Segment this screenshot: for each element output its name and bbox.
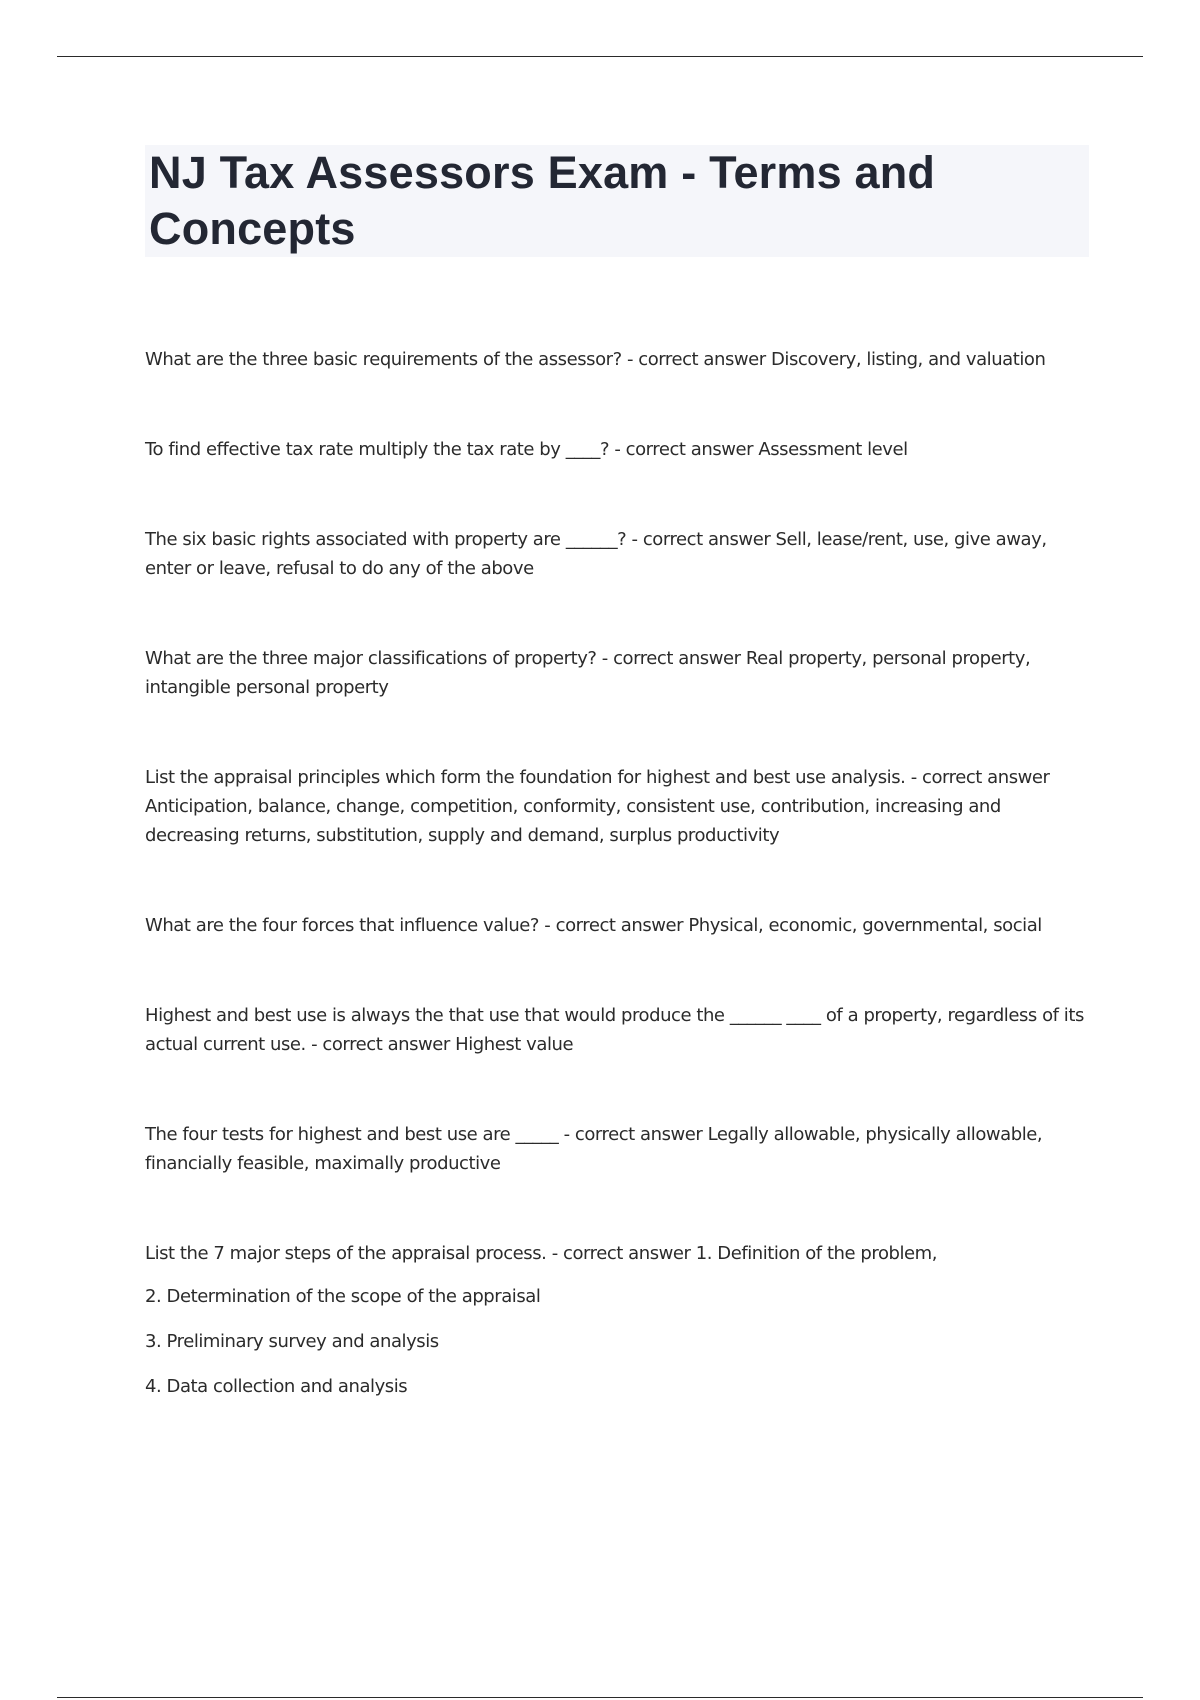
appraisal-step: 2. Determination of the scope of the appraisal: [145, 1286, 541, 1307]
page-title: NJ Tax Assessors Exam - Terms and Concepts: [149, 147, 936, 254]
qa-item: What are the three major classifications of property? - correct answer Real property, personal property, intangible personal property: [145, 648, 1031, 698]
qa-list: [145, 345, 1095, 1417]
title-banner: [145, 145, 1089, 257]
qa-item: What are the three basic requirements of the assessor? - correct answer Discovery, listing, and valuation: [145, 349, 1046, 370]
qa-item: List the appraisal principles which form the foundation for highest and best use analysis. - correct answer Anticipation, balance, change, competition, conformity, consistent use, contribution, increasing and decreasing returns, substitution, supply and demand, surplus productivity: [145, 767, 1050, 846]
qa-item: The four tests for highest and best use are _____ - correct answer Legally allowable, physically allowable, financially feasible, maximally productive: [145, 1124, 1043, 1174]
qa-item: Highest and best use is always the that use that would produce the ______ ____ of a property, regardless of its actual current use. - correct answer Highest value: [145, 1005, 1084, 1055]
qa-item: List the 7 major steps of the appraisal process. - correct answer 1. Definition of the problem,: [145, 1243, 938, 1264]
bottom-rule: [57, 1697, 1143, 1698]
top-rule: [57, 56, 1143, 57]
qa-item: To find effective tax rate multiply the tax rate by ____? - correct answer Assessment level: [145, 439, 908, 460]
qa-item: What are the four forces that influence value? - correct answer Physical, economic, governmental, social: [145, 915, 1042, 936]
appraisal-step: 4. Data collection and analysis: [145, 1376, 408, 1397]
qa-item: The six basic rights associated with property are ______? - correct answer Sell, lease/rent, use, give away, enter or leave, refusal to do any of the above: [145, 529, 1047, 579]
appraisal-step: 3. Preliminary survey and analysis: [145, 1331, 439, 1352]
